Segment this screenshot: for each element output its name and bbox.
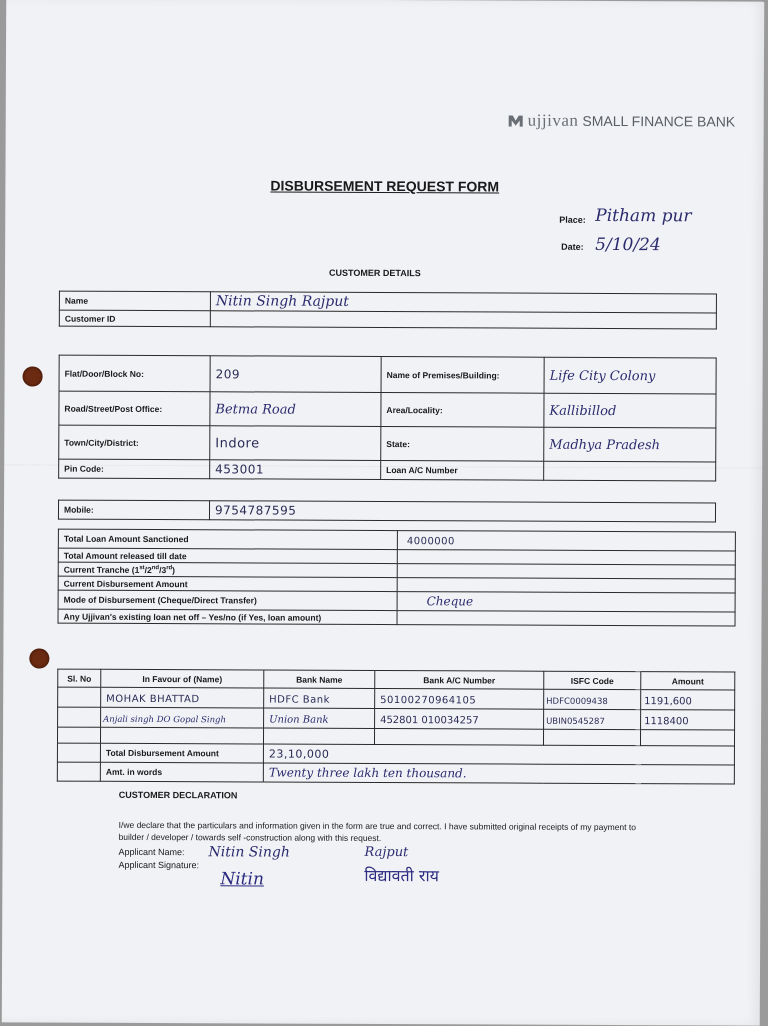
row1-account: 50100270964105 [380,694,477,706]
row1-amount: 1191,600 [644,695,692,707]
declaration-text: I/we declare that the particulars and information given in the form are true and correct. I have submitted original receipts of my payment to builder / developer / towards self -construction along with this request. [118,819,636,843]
sanctioned-value: 4000000 [406,536,455,548]
place-value[interactable]: Pitham pur [595,205,692,227]
row2-sl[interactable] [58,707,101,727]
signature-1[interactable]: Nitin [220,869,264,890]
words-value: Twenty three lakh ten thousand. [268,765,467,781]
punch-hole [23,366,43,386]
logo-suffix-text: SMALL FINANCE BANK [582,112,736,130]
total-spacer [57,743,100,762]
area-value: Kallibillod [549,403,617,419]
row3-sl[interactable] [57,727,100,743]
state-value: Madhya Pradesh [549,437,661,453]
punch-hole [29,648,49,668]
applicant-name-label: Applicant Name: [118,846,185,858]
words-label: Amt. in words [100,762,263,782]
road-value: Betma Road [215,401,296,418]
row3-name[interactable] [100,727,263,744]
col-amount: Amount [641,672,735,690]
mobile-label: Mobile: [58,500,209,520]
col-bank-name: Bank Name [264,670,375,688]
date-label: Date: [561,241,584,252]
row2-ifsc: UBIN0545287 [546,716,605,727]
declaration-heading: CUSTOMER DECLARATION [118,789,238,801]
town-value: Indore [215,435,260,451]
customer-table [59,291,717,330]
signature-2[interactable]: विद्यावती राय [364,865,439,886]
total-cell[interactable] [263,744,734,765]
area-cell[interactable] [544,393,716,428]
road-label: Road/Street/Post Office: [59,391,210,426]
row2-account: 452801 010034257 [380,714,479,726]
row1-bank-cell[interactable] [264,688,375,708]
col-in-favour: In Favour of (Name) [101,669,264,688]
mode-label: Mode of Disbursement (Cheque/Direct Transfer) [58,590,397,610]
state-cell[interactable] [544,427,716,462]
place-label: Place: [559,214,586,225]
current-disbursement-cell[interactable] [397,578,735,593]
loan-ac-cell[interactable] [544,461,716,481]
sanctioned-label: Total Loan Amount Sanctioned [58,529,397,549]
released-cell[interactable] [397,550,735,565]
row2-ifsc-cell[interactable] [544,709,641,729]
row2-amount: 1118400 [644,715,689,727]
applicant-signature-label: Applicant Signature: [118,859,200,871]
town-label: Town/City/District: [59,425,210,460]
loan-ac-label: Loan A/C Number [381,460,544,480]
total-value: 23,10,000 [268,747,330,761]
row1-bank: HDFC Bank [269,694,330,706]
row2-name: Anjali singh DO Gopal Singh [103,714,227,725]
area-label: Area/Locality: [381,392,544,427]
address-table [58,355,717,482]
row3-account[interactable] [374,728,543,745]
applicant-name-value[interactable]: Nitin Singh [208,844,290,861]
row1-ifsc-cell[interactable] [544,689,641,709]
form-title: DISBURSEMENT REQUEST FORM [270,177,500,195]
mode-value: Cheque [426,594,474,609]
road-cell[interactable] [210,392,381,427]
mobile-cell[interactable] [209,501,715,522]
pin-cell[interactable] [210,460,381,480]
loan-table [58,529,736,627]
pin-value: 453001 [215,462,265,477]
co-applicant-name-value[interactable]: Rajput [364,844,409,861]
col-ifsc: ISFC Code [544,671,641,689]
name-cell[interactable] [210,292,716,313]
netoff-label: Any Ujjivan's existing loan net off – Yes/no (if Yes, loan amount) [58,609,397,624]
row1-amount-cell[interactable] [641,690,735,710]
tranche-label: Current Tranche (1st/2nd/3rd) [58,562,397,577]
row3-amount[interactable] [640,730,734,746]
row2-bank: Union Bank [269,714,329,726]
words-spacer [57,762,100,781]
row3-bank[interactable] [263,728,374,744]
logo-brand-text: ujjivan [527,110,579,130]
row2-amount-cell[interactable] [641,710,735,730]
row1-name: MOHAK BHATTAD [106,693,200,705]
row2-bank-cell[interactable] [264,708,375,728]
flat-cell[interactable] [210,356,381,393]
netoff-cell[interactable] [397,611,735,626]
tranche-cell[interactable] [397,564,735,579]
customer-details-heading: CUSTOMER DETAILS [329,267,421,279]
disbursement-table [57,669,735,785]
bank-logo-icon [508,113,524,129]
flat-label: Flat/Door/Block No: [59,355,210,392]
current-disbursement-label: Current Disbursement Amount [58,576,397,591]
date-value[interactable]: 5/10/24 [595,234,661,256]
col-account-number: Bank A/C Number [375,670,544,689]
name-label: Name [59,291,210,311]
row1-name-cell[interactable] [101,687,264,708]
total-label: Total Disbursement Amount [100,743,263,763]
state-label: State: [381,426,544,461]
mode-cell[interactable] [397,592,735,612]
pin-label: Pin Code: [59,459,210,479]
sanctioned-cell[interactable] [397,531,735,551]
row1-account-cell[interactable] [375,688,544,709]
bank-logo [508,111,736,132]
flat-value: 209 [215,366,241,381]
premises-cell[interactable] [544,357,716,394]
row2-account-cell[interactable] [375,708,544,729]
premises-value: Life City Colony [549,368,656,384]
row3-ifsc[interactable] [543,729,640,745]
mobile-table [58,500,716,523]
premises-label: Name of Premises/Building: [381,356,544,393]
town-cell[interactable] [210,426,381,461]
row1-ifsc: HDFC0009438 [546,696,608,707]
mobile-value: 9754787595 [214,503,297,518]
released-label: Total Amount released till date [58,548,397,563]
name-value: Nitin Singh Rajput [215,293,349,310]
row2-name-cell[interactable] [101,707,264,728]
row1-sl[interactable] [58,687,101,707]
form-page [2,0,764,1026]
customer-id-cell[interactable] [210,311,716,329]
words-cell[interactable] [263,763,734,784]
customer-id-label: Customer ID [59,310,210,327]
col-sl-no: Sl. No [58,669,101,687]
